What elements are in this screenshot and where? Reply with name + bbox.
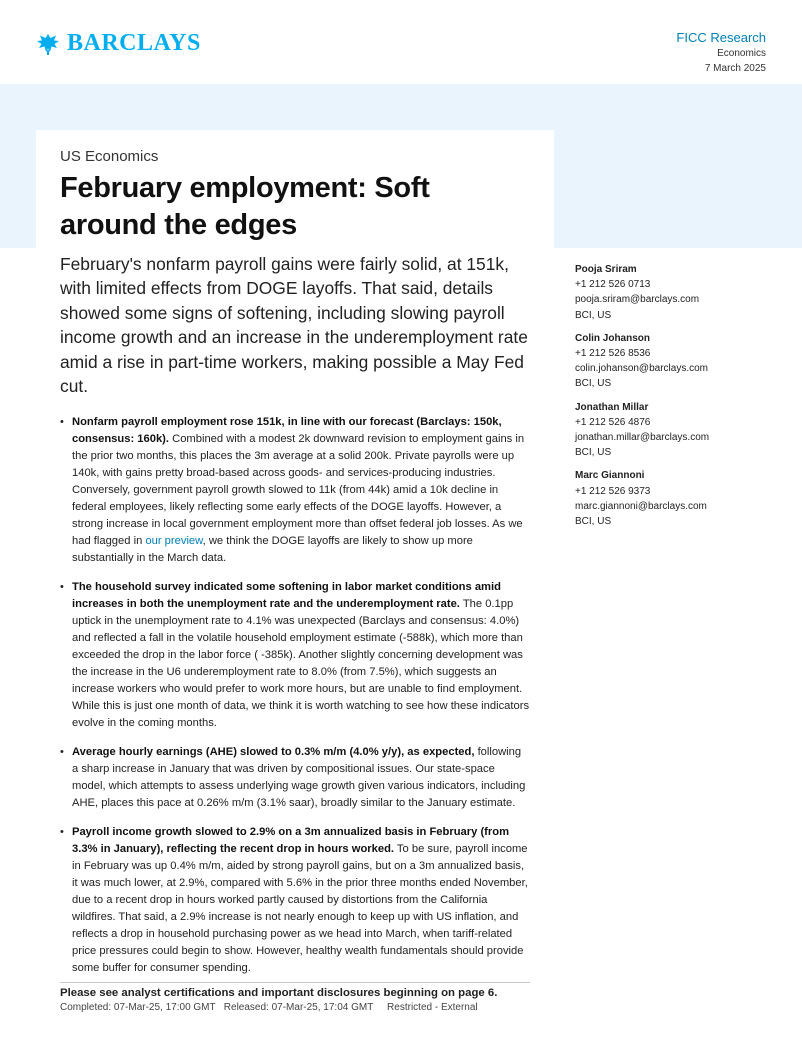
- analyst-card: [575, 262, 775, 323]
- page-title: February employment: Soft around the edges: [60, 172, 430, 241]
- analyst-card: [575, 468, 775, 529]
- barclays-logo: [35, 30, 201, 57]
- completed-time: Completed: 07-Mar-25, 17:00 GMT: [60, 1002, 216, 1013]
- bullet-body: following a sharp increase in January that was driven by compositional issues. Our state-space model, which attempts to assess underlying wage growth given various indicators, including AHE, places this pace at 0.26% m/m (3.1% saar), broadly similar to the January estimate.: [72, 746, 526, 809]
- preview-link[interactable]: our preview: [145, 535, 203, 547]
- analyst-email[interactable]: marc.giannoni@barclays.com: [575, 500, 707, 512]
- analyst-email[interactable]: colin.johanson@barclays.com: [575, 363, 708, 375]
- bullet-dot-icon: •: [60, 416, 64, 428]
- bullet-body: To be sure, payroll income in February was up 0.4% m/m, aided by strong payroll gains, but on a 3m annualized basis, it was much lower, at 2.9%, compared with 5.6% in the prior three months ended November, due to a recent drop in hours worked partly caused by distortions from the California wildfires. That said, a 2.9% increase is not nearly enough to keep up with US inflation, and reflects a drop in household purchasing power as we head into March, when tariff-related price pressures could begin to show. However, healthy wealth fundamentals should provide some buffer for consumer spending.: [72, 843, 528, 974]
- bullet-dot-icon: •: [60, 746, 64, 758]
- bullet-point: [60, 579, 530, 732]
- analyst-email[interactable]: jonathan.millar@barclays.com: [575, 432, 710, 444]
- bullet-lead: The household survey indicated some softening in labor market conditions amid increases in both the unemployment rate and the underemployment rate.: [72, 581, 501, 610]
- bullet-lead: Average hourly earnings (AHE) slowed to 0.3% m/m (4.0% y/y), as expected,: [72, 746, 475, 758]
- analyst-entity: BCI, US: [575, 378, 612, 390]
- publication-date: 7 March 2025: [704, 63, 766, 74]
- analyst-name: Marc Giannoni: [575, 470, 645, 482]
- bullet-point: [60, 744, 530, 812]
- classification: Restricted - External: [387, 1002, 478, 1013]
- bullet-point: [60, 824, 530, 977]
- analyst-card: [575, 400, 775, 461]
- bullet-lead: Payroll income growth slowed to 2.9% on a 3m annualized basis in February (from 3.3% in January), reflecting the recent drop in hours worked.: [72, 826, 510, 855]
- bullet-dot-icon: •: [60, 826, 64, 838]
- department: Economics: [717, 48, 766, 59]
- analyst-name: Jonathan Millar: [575, 401, 649, 413]
- research-unit: FICC Research: [676, 30, 766, 45]
- analyst-name: Colin Johanson: [575, 332, 650, 344]
- analyst-name: Pooja Sriram: [575, 264, 637, 275]
- bullet-lead: Nonfarm payroll employment rose 151k, in line with our forecast (Barclays: 150k, consensus: 160k).: [72, 416, 502, 445]
- analyst-phone: +1 212 526 8536: [575, 348, 651, 360]
- analyst-email[interactable]: pooja.sriram@barclays.com: [575, 294, 700, 306]
- section-label: US Economics: [60, 148, 159, 165]
- analyst-card: [575, 331, 775, 392]
- released-time: Released: 07-Mar-25, 17:04 GMT: [223, 1002, 374, 1013]
- analyst-phone: +1 212 526 0713: [575, 279, 651, 291]
- bullet-body: The 0.1pp uptick in the unemployment rate to 4.1% was unexpected (Barclays and consensus: 4.0%) and reflected a fall in the volatile household employment estimate (-588k), which more than exceeded the drop in the labor force ( -385k). Another slightly concerning development was the increase in the U6 underemployment rate to 8.0% (from 7.5%), which suggests an increase workers who would prefer to work more hours, but are unable to find employment. While this is just one month of data, we think it is worth watching to see how these indicators evolve in the coming months.: [72, 598, 530, 729]
- bullet-body: Combined with a modest 2k downward revision to employment gains in the prior two months, this places the 3m average at a solid 200k. Private payrolls were up 140k, with gains pretty broad-based across goods- and services-producing industries. Conversely, government payroll growth slowed to 11k (from 44k) amid a 10k decline in federal employees, likely reflecting some early effects of the DOGE layoffs. However, a strong increase in local government employment more than offset federal job losses. As we had flagged in: [72, 433, 525, 547]
- analyst-phone: +1 212 526 9373: [575, 485, 651, 497]
- bullet-point: [60, 414, 530, 567]
- footer-divider: [60, 982, 530, 983]
- footer-meta: [60, 1002, 478, 1013]
- key-points-list: [60, 414, 530, 989]
- analyst-entity: BCI, US: [575, 516, 612, 528]
- bullet-tail: , we think the DOGE layoffs are likely to show up more substantially in the March data.: [72, 535, 473, 564]
- disclosure-note: Please see analyst certifications and important disclosures beginning on page 6.: [60, 987, 498, 999]
- bullet-dot-icon: •: [60, 581, 64, 593]
- analyst-contacts: [575, 262, 775, 537]
- lede-paragraph: February's nonfarm payroll gains were fairly solid, at 151k, with limited effects from DOGE layoffs. That said, details showed some signs of softening, including slowing payroll income growth and an increase in the underemployment rate amid a rise in part-time workers, making possible a May Fed cut.: [60, 254, 528, 397]
- report-header-info: [676, 30, 766, 76]
- analyst-entity: BCI, US: [575, 447, 612, 459]
- brand-wordmark: BARCLAYS: [67, 30, 201, 56]
- eagle-icon: [35, 31, 61, 57]
- analyst-entity: BCI, US: [575, 309, 612, 321]
- analyst-phone: +1 212 526 4876: [575, 416, 651, 428]
